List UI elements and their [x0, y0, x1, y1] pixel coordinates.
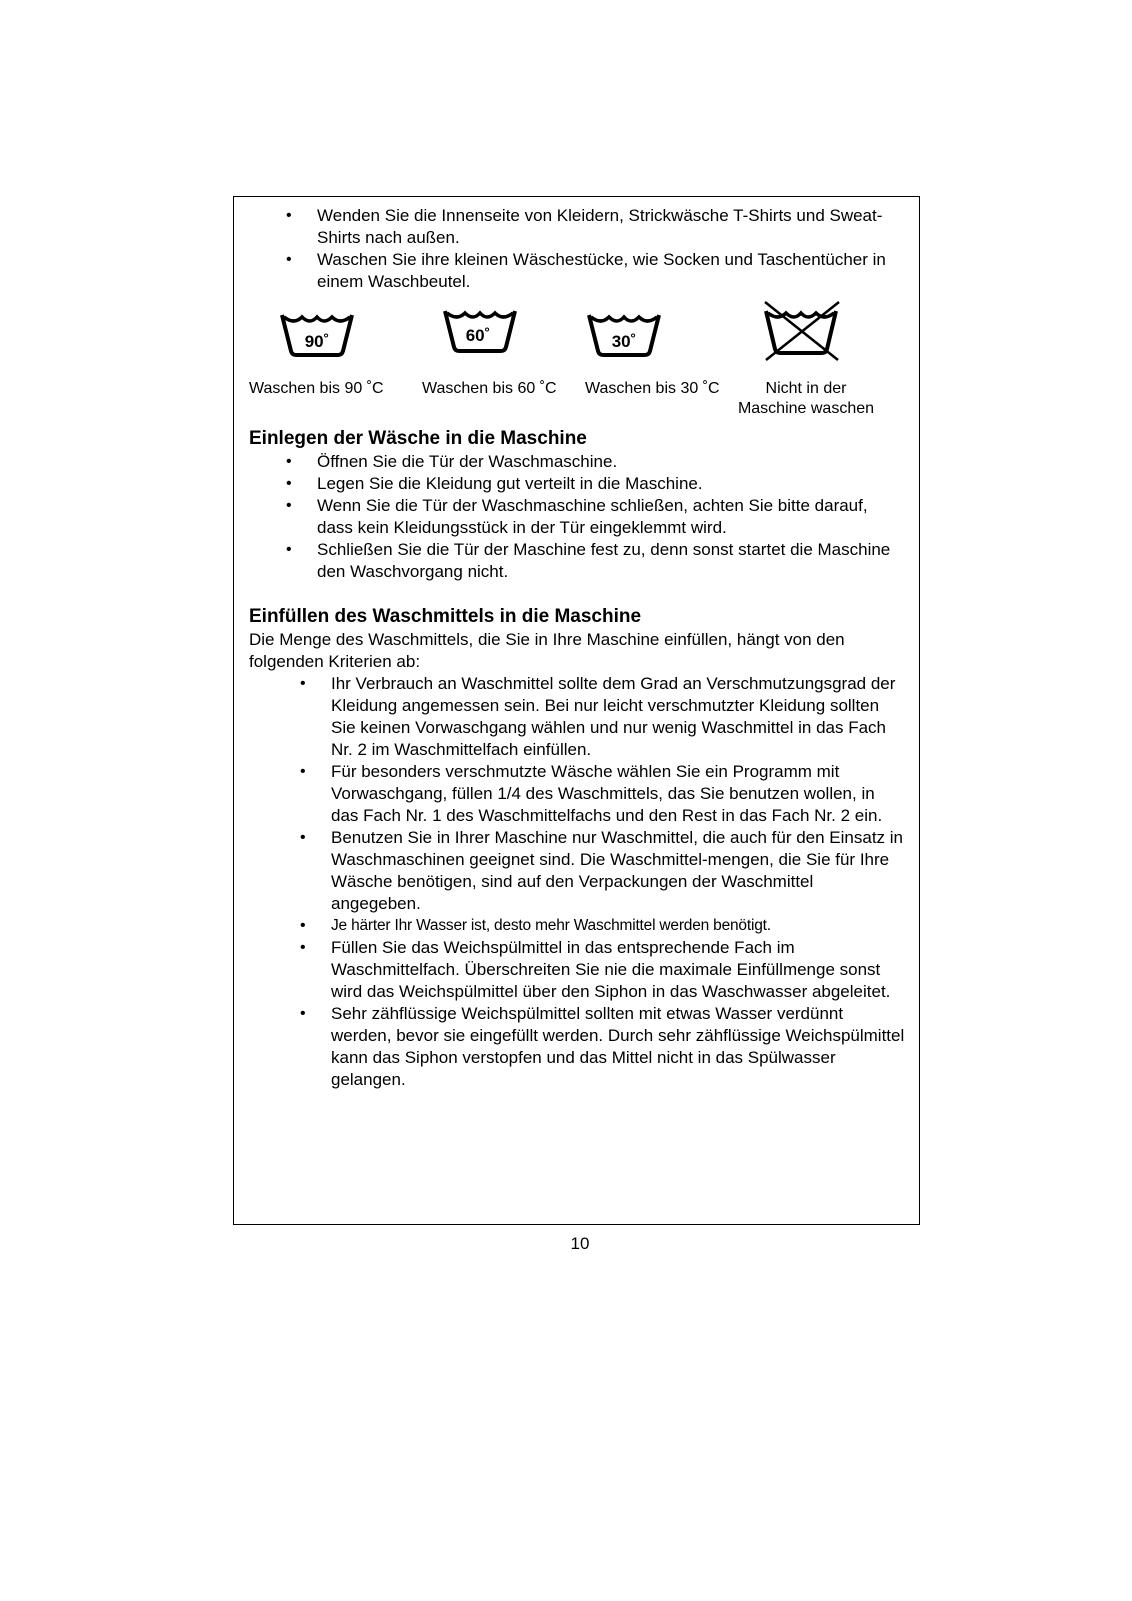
svg-text:90˚: 90˚ [304, 332, 330, 351]
list-item: • Je härter Ihr Wasser ist, desto mehr Waschmittel werden benötigt. [249, 915, 905, 937]
list-item: • Wenden Sie die Innenseite von Kleidern, Strickwäsche T-Shirts und Sweat-Shirts nach außen. [249, 205, 905, 249]
caption-line: Maschine waschen [737, 400, 875, 417]
symbol-caption-60: Waschen bis 60 ˚C [422, 380, 557, 397]
svg-text:60˚: 60˚ [465, 326, 491, 345]
detergent-bullet-list [249, 673, 905, 1091]
do-not-wash-icon [762, 299, 842, 363]
symbol-caption-30: Waschen bis 30 ˚C [585, 380, 720, 397]
detergent-intro: Die Menge des Waschmittels, die Sie in Ihre Maschine einfüllen, hängt von den folgenden Kriterien ab: [249, 630, 845, 671]
list-item: • Benutzen Sie in Ihrer Maschine nur Waschmittel, die auch für den Einsatz in Waschmaschinen geeignet sind. Die Waschmittel-mengen, die Sie für Ihre Wäsche benötigen, sind auf den Verpackungen der Waschmittel angegeben. [249, 827, 905, 915]
content-frame [233, 196, 920, 1225]
section-heading-detergent: Einfüllen des Waschmittels in die Maschine [249, 606, 642, 627]
list-item: • Waschen Sie ihre kleinen Wäschestücke, wie Socken und Taschentücher in einem Waschbeutel. [249, 249, 905, 293]
page-number: 10 [570, 1234, 590, 1253]
wash-90-icon [279, 307, 355, 363]
list-item: • Füllen Sie das Weichspülmittel in das entsprechende Fach im Waschmittelfach. Überschreiten Sie nie die maximale Einfüllmenge sonst wird das Weichspülmittel über den Siphon in das Waschwasser abgeleitet. [249, 937, 905, 1003]
page-content [249, 205, 905, 1091]
loading-bullet-list [249, 451, 905, 583]
top-bullet-list [249, 205, 905, 293]
list-item: • Öffnen Sie die Tür der Waschmaschine. [249, 451, 905, 473]
svg-text:30˚: 30˚ [611, 332, 637, 351]
caption-line: Nicht in der [765, 380, 847, 397]
list-item: • Sehr zähflüssige Weichspülmittel sollten mit etwas Wasser verdünnt werden, bevor sie eingefüllt werden. Durch sehr zähflüssige Weichspülmittel kann das Siphon verstopfen und das Mittel nicht in das Spülwasser gelangen. [249, 1003, 905, 1091]
list-item: • Wenn Sie die Tür der Waschmaschine schließen, achten Sie bitte darauf, dass kein Kleidungsstück in der Tür eingeklemmt wird. [249, 495, 905, 539]
wash-60-icon [442, 303, 518, 359]
symbol-caption-90: Waschen bis 90 ˚C [249, 380, 384, 397]
list-item: • Ihr Verbrauch an Waschmittel sollte dem Grad an Verschmutzungsgrad der Kleidung angemessen sein. Bei nur leicht verschmutzter Kleidung sollten Sie keinen Vorwaschgang wählen und nur wenig Waschmittel in das Fach Nr. 2 im Waschmittelfach einfüllen. [249, 673, 905, 761]
list-item: • Schließen Sie die Tür der Maschine fest zu, denn sonst startet die Maschine den Waschvorgang nicht. [249, 539, 905, 583]
list-item: • Legen Sie die Kleidung gut verteilt in die Maschine. [249, 473, 905, 495]
wash-30-icon [586, 307, 662, 363]
section-heading-loading: Einlegen der Wäsche in die Maschine [249, 428, 587, 449]
wash-symbols-row [249, 299, 905, 427]
list-item: • Für besonders verschmutzte Wäsche wählen Sie ein Programm mit Vorwaschgang, füllen 1/4 des Waschmittels, das Sie benutzen wollen, in das Fach Nr. 1 des Waschmittelfachs und den Rest in das Fach Nr. 2 ein. [249, 761, 905, 827]
symbol-caption-no-wash [736, 379, 876, 419]
